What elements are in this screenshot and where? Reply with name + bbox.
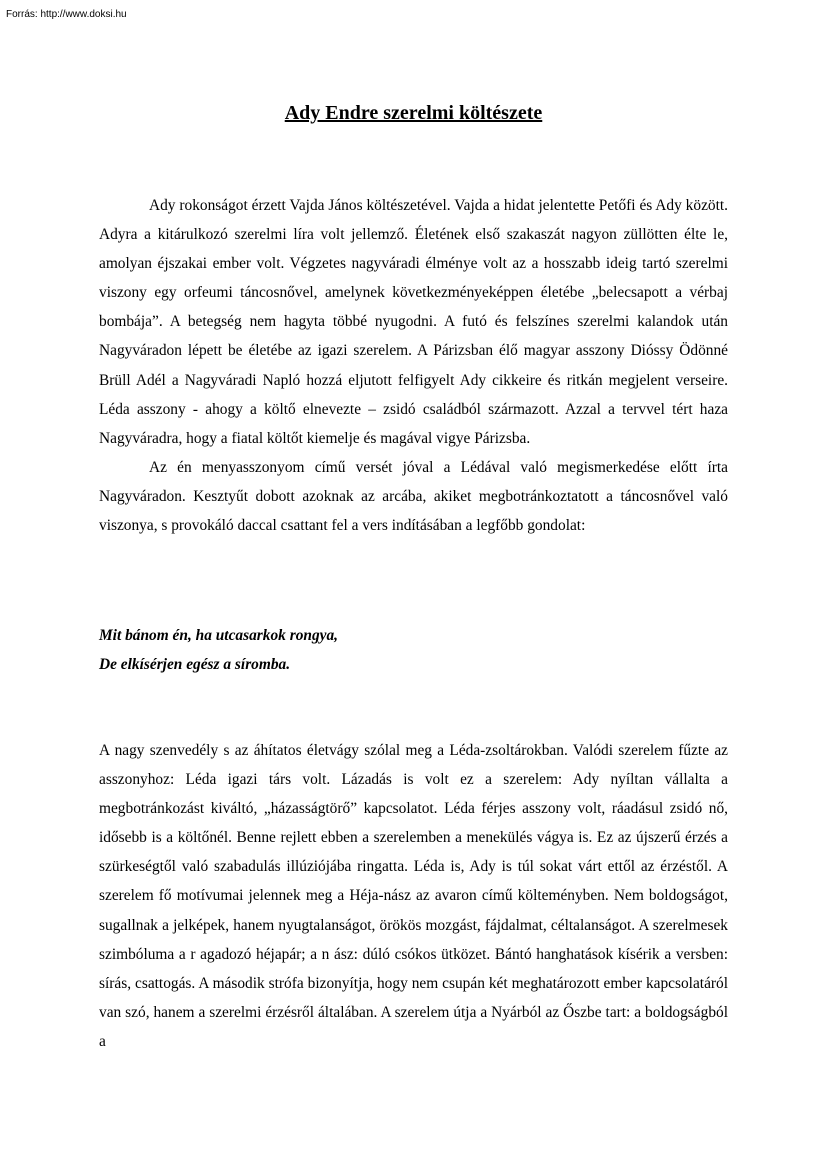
page-title: Ady Endre szerelmi költészete [284,102,543,124]
paragraph-2: Az én menyasszonyom című versét jóval a Lédával való megismerkedése előtt írta Nagyváradon. Kesztyűt dobott azoknak az arcába, akiket megbotránkoztatott a táncosnővel való viszonya, s provokáló daccal csattant fel a vers indításában a legfőbb gondolat: [99,458,728,535]
intro-section [99,191,728,540]
verse-line-1: Mit bánom én, ha utcasarkok rongya, [99,627,339,644]
verse-quote [99,621,728,679]
verse-line-2: De elkísérjen egész a síromba. [99,656,291,674]
leda-section [99,736,728,1056]
source-line: Forrás: http://www.doksi.hu [6,9,127,20]
paragraph-3: A nagy szenvedély s az áhítatos életvágy szólal meg a Léda-zsoltárokban. Valódi szerelem fűzte az asszonyhoz: Léda igazi társ volt. Lázadás is volt ez a szerelem: Ady nyíltan vállalta a megbotránkozást kiváltó, „házasságtörő” kapcsolatot. Léda férjes asszony volt, ráadásul zsidó nő, idősebb is a költőnél. Benne rejlett ebben a szerelemben a menekülés vágya is. Ez az újszerű érzés a szürkeségtől való szabadulás illúziójába ringatta. Léda is, Ady is túl sokat várt ettől az érzéstől. A szerelem fő motívumai jelennek meg a Héja-nász az avaron című költeményben. Nem boldogságot, sugallnak a jelképek, hanem nyugtalanságot, örökös mozgást, fájdalmat, céltalanságot. A szerelmesek szimbóluma a r agadozó héjapár; a n ász: dúló csókos ütközet. Bántó hanghatások kísérik a versben: sírás, csattogás. A második strófa bizonyítja, hogy nem csupán két meghatározott ember kapcsolatáról van szó, hanem a szerelmi érzésről általában. A szerelem útja a Nyárból az Őszbe tart: a boldogságból a [99,742,728,1050]
paragraph-1: Ady rokonságot érzett Vajda János költészetével. Vajda a hidat jelentette Petőfi és Ady között. Adyra a kitárulkozó szerelmi líra volt jellemző. Életének első szakaszát nagyon züllötten élte le, amolyan éjszakai ember volt. Végzetes nagyváradi élménye volt az a hosszabb ideig tartó szerelmi viszony egy orfeumi táncosnővel, amelynek következményeképpen életébe „belecsapott a vérbaj bombája”. A betegség nem hagyta többé nyugodni. A futó és felszínes szerelmi kalandok után Nagyváradon lépett be életébe az igazi szerelem. A Párizsban élő magyar asszony Dióssy Ödönné Brüll Adél a Nagyváradi Napló hozzá eljutott felfigyelt Ady cikkeire és ritkán megjelent verseire. Léda asszony - ahogy a költő elnevezte – zsidó családból származott. Azzal a tervvel tért haza Nagyváradra, hogy a fiatal költőt kiemelje és magával vigye Párizsba. [99,197,728,447]
